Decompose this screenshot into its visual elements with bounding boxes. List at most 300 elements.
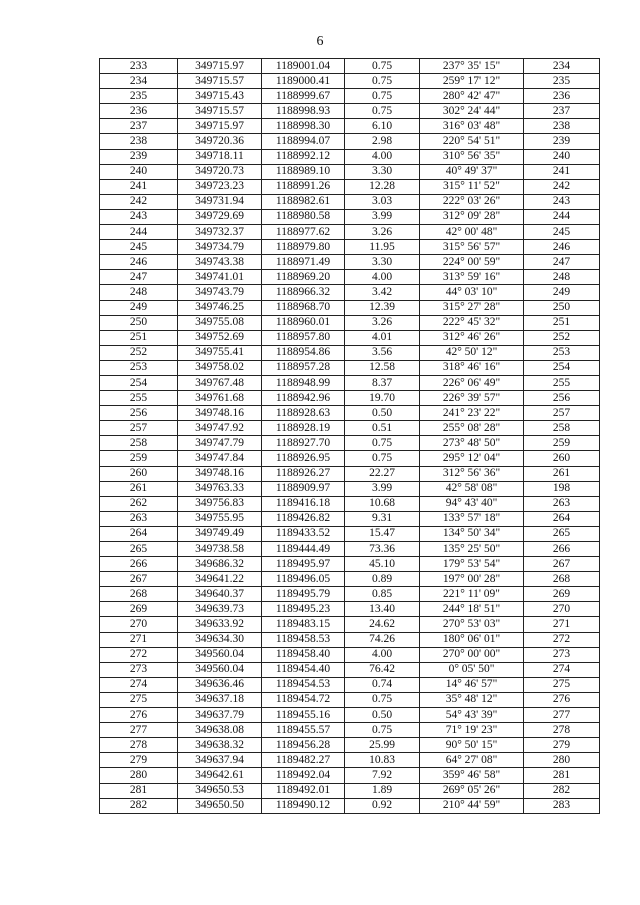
next-point-cell: 261 [524, 466, 600, 481]
y-coordinate-cell: 1189454.72 [262, 692, 345, 707]
point-number-cell: 275 [100, 692, 178, 707]
distance-cell: 3.99 [345, 481, 420, 496]
y-coordinate-cell: 1189492.01 [262, 783, 345, 798]
point-number-cell: 241 [100, 179, 178, 194]
y-coordinate-cell: 1188942.96 [262, 391, 345, 406]
next-point-cell: 270 [524, 602, 600, 617]
table-row [100, 768, 600, 783]
point-number-cell: 276 [100, 708, 178, 723]
table-row [100, 391, 600, 406]
distance-cell: 0.75 [345, 89, 420, 104]
table-row [100, 119, 600, 134]
distance-cell: 12.39 [345, 300, 420, 315]
point-number-cell: 252 [100, 345, 178, 360]
next-point-cell: 248 [524, 270, 600, 285]
table-row [100, 632, 600, 647]
next-point-cell: 247 [524, 255, 600, 270]
y-coordinate-cell: 1189444.49 [262, 542, 345, 557]
coordinates-table [99, 58, 600, 814]
y-coordinate-cell: 1188980.58 [262, 209, 345, 224]
distance-cell: 3.03 [345, 194, 420, 209]
y-coordinate-cell: 1188971.49 [262, 255, 345, 270]
table-row [100, 496, 600, 511]
x-coordinate-cell: 349640.37 [178, 587, 262, 602]
y-coordinate-cell: 1188957.80 [262, 330, 345, 345]
table-row [100, 708, 600, 723]
y-coordinate-cell: 1188926.95 [262, 451, 345, 466]
distance-cell: 0.74 [345, 677, 420, 692]
table-row [100, 315, 600, 330]
next-point-cell: 251 [524, 315, 600, 330]
bearing-cell: 0° 05' 50" [420, 662, 524, 677]
distance-cell: 73.36 [345, 542, 420, 557]
table-row [100, 542, 600, 557]
y-coordinate-cell: 1189456.28 [262, 738, 345, 753]
distance-cell: 8.37 [345, 375, 420, 390]
point-number-cell: 278 [100, 738, 178, 753]
distance-cell: 0.75 [345, 436, 420, 451]
distance-cell: 13.40 [345, 602, 420, 617]
distance-cell: 3.26 [345, 315, 420, 330]
y-coordinate-cell: 1188999.67 [262, 89, 345, 104]
table-row [100, 225, 600, 240]
x-coordinate-cell: 349755.95 [178, 511, 262, 526]
next-point-cell: 252 [524, 330, 600, 345]
x-coordinate-cell: 349650.50 [178, 798, 262, 813]
x-coordinate-cell: 349723.23 [178, 179, 262, 194]
x-coordinate-cell: 349715.97 [178, 59, 262, 74]
x-coordinate-cell: 349715.97 [178, 119, 262, 134]
bearing-cell: 133° 57' 18" [420, 511, 524, 526]
point-number-cell: 282 [100, 798, 178, 813]
bearing-cell: 359° 46' 58" [420, 768, 524, 783]
y-coordinate-cell: 1189426.82 [262, 511, 345, 526]
bearing-cell: 180° 06' 01" [420, 632, 524, 647]
bearing-cell: 255° 08' 28" [420, 421, 524, 436]
table-row [100, 617, 600, 632]
table-row [100, 345, 600, 360]
next-point-cell: 237 [524, 104, 600, 119]
y-coordinate-cell: 1188909.97 [262, 481, 345, 496]
bearing-cell: 280° 42' 47" [420, 89, 524, 104]
point-number-cell: 274 [100, 677, 178, 692]
point-number-cell: 249 [100, 300, 178, 315]
x-coordinate-cell: 349748.16 [178, 466, 262, 481]
distance-cell: 25.99 [345, 738, 420, 753]
distance-cell: 10.83 [345, 753, 420, 768]
x-coordinate-cell: 349650.53 [178, 783, 262, 798]
point-number-cell: 271 [100, 632, 178, 647]
point-number-cell: 260 [100, 466, 178, 481]
point-number-cell: 256 [100, 406, 178, 421]
point-number-cell: 270 [100, 617, 178, 632]
distance-cell: 4.01 [345, 330, 420, 345]
bearing-cell: 94° 43' 40" [420, 496, 524, 511]
y-coordinate-cell: 1188928.19 [262, 421, 345, 436]
y-coordinate-cell: 1189454.40 [262, 662, 345, 677]
distance-cell: 22.27 [345, 466, 420, 481]
x-coordinate-cell: 349634.30 [178, 632, 262, 647]
y-coordinate-cell: 1188979.80 [262, 240, 345, 255]
next-point-cell: 254 [524, 360, 600, 375]
y-coordinate-cell: 1189455.16 [262, 708, 345, 723]
distance-cell: 76.42 [345, 662, 420, 677]
y-coordinate-cell: 1188982.61 [262, 194, 345, 209]
next-point-cell: 274 [524, 662, 600, 677]
point-number-cell: 246 [100, 255, 178, 270]
next-point-cell: 242 [524, 179, 600, 194]
distance-cell: 15.47 [345, 526, 420, 541]
next-point-cell: 257 [524, 406, 600, 421]
distance-cell: 0.50 [345, 708, 420, 723]
table-row [100, 572, 600, 587]
distance-cell: 0.75 [345, 74, 420, 89]
x-coordinate-cell: 349633.92 [178, 617, 262, 632]
point-number-cell: 267 [100, 572, 178, 587]
y-coordinate-cell: 1189490.12 [262, 798, 345, 813]
point-number-cell: 262 [100, 496, 178, 511]
table-row [100, 406, 600, 421]
distance-cell: 0.50 [345, 406, 420, 421]
bearing-cell: 220° 54' 51" [420, 134, 524, 149]
x-coordinate-cell: 349749.49 [178, 526, 262, 541]
distance-cell: 0.75 [345, 451, 420, 466]
point-number-cell: 242 [100, 194, 178, 209]
distance-cell: 1.89 [345, 783, 420, 798]
y-coordinate-cell: 1188998.93 [262, 104, 345, 119]
y-coordinate-cell: 1189454.53 [262, 677, 345, 692]
table-row [100, 798, 600, 813]
point-number-cell: 264 [100, 526, 178, 541]
table-row [100, 421, 600, 436]
bearing-cell: 90° 50' 15" [420, 738, 524, 753]
table-row [100, 209, 600, 224]
bearing-cell: 237° 35' 15" [420, 59, 524, 74]
point-number-cell: 261 [100, 481, 178, 496]
point-number-cell: 236 [100, 104, 178, 119]
x-coordinate-cell: 349729.69 [178, 209, 262, 224]
next-point-cell: 277 [524, 708, 600, 723]
next-point-cell: 239 [524, 134, 600, 149]
x-coordinate-cell: 349639.73 [178, 602, 262, 617]
y-coordinate-cell: 1188989.10 [262, 164, 345, 179]
distance-cell: 0.75 [345, 104, 420, 119]
x-coordinate-cell: 349755.08 [178, 315, 262, 330]
distance-cell: 3.56 [345, 345, 420, 360]
x-coordinate-cell: 349747.92 [178, 421, 262, 436]
x-coordinate-cell: 349641.22 [178, 572, 262, 587]
bearing-cell: 14° 46' 57" [420, 677, 524, 692]
x-coordinate-cell: 349743.79 [178, 285, 262, 300]
point-number-cell: 243 [100, 209, 178, 224]
next-point-cell: 281 [524, 768, 600, 783]
y-coordinate-cell: 1189000.41 [262, 74, 345, 89]
next-point-cell: 267 [524, 557, 600, 572]
x-coordinate-cell: 349731.94 [178, 194, 262, 209]
table-row [100, 330, 600, 345]
bearing-cell: 312° 56' 36" [420, 466, 524, 481]
bearing-cell: 224° 00' 59" [420, 255, 524, 270]
bearing-cell: 222° 03' 26" [420, 194, 524, 209]
y-coordinate-cell: 1188969.20 [262, 270, 345, 285]
y-coordinate-cell: 1188960.01 [262, 315, 345, 330]
point-number-cell: 266 [100, 557, 178, 572]
x-coordinate-cell: 349715.43 [178, 89, 262, 104]
y-coordinate-cell: 1188966.32 [262, 285, 345, 300]
table-row [100, 783, 600, 798]
bearing-cell: 269° 05' 26" [420, 783, 524, 798]
bearing-cell: 71° 19' 23" [420, 723, 524, 738]
bearing-cell: 44° 03' 10" [420, 285, 524, 300]
point-number-cell: 273 [100, 662, 178, 677]
bearing-cell: 226° 39' 57" [420, 391, 524, 406]
y-coordinate-cell: 1189495.97 [262, 557, 345, 572]
table-row [100, 587, 600, 602]
y-coordinate-cell: 1188994.07 [262, 134, 345, 149]
point-number-cell: 240 [100, 164, 178, 179]
distance-cell: 24.62 [345, 617, 420, 632]
next-point-cell: 256 [524, 391, 600, 406]
distance-cell: 12.58 [345, 360, 420, 375]
table-row [100, 59, 600, 74]
distance-cell: 9.31 [345, 511, 420, 526]
y-coordinate-cell: 1189458.40 [262, 647, 345, 662]
point-number-cell: 254 [100, 375, 178, 390]
distance-cell: 10.68 [345, 496, 420, 511]
next-point-cell: 234 [524, 59, 600, 74]
next-point-cell: 249 [524, 285, 600, 300]
next-point-cell: 266 [524, 542, 600, 557]
distance-cell: 74.26 [345, 632, 420, 647]
x-coordinate-cell: 349748.16 [178, 406, 262, 421]
y-coordinate-cell: 1189495.79 [262, 587, 345, 602]
point-number-cell: 279 [100, 753, 178, 768]
y-coordinate-cell: 1188927.70 [262, 436, 345, 451]
point-number-cell: 272 [100, 647, 178, 662]
x-coordinate-cell: 349686.32 [178, 557, 262, 572]
x-coordinate-cell: 349560.04 [178, 647, 262, 662]
x-coordinate-cell: 349752.69 [178, 330, 262, 345]
point-number-cell: 263 [100, 511, 178, 526]
distance-cell: 0.89 [345, 572, 420, 587]
x-coordinate-cell: 349638.08 [178, 723, 262, 738]
point-number-cell: 237 [100, 119, 178, 134]
table-row [100, 255, 600, 270]
y-coordinate-cell: 1189492.04 [262, 768, 345, 783]
x-coordinate-cell: 349755.41 [178, 345, 262, 360]
next-point-cell: 236 [524, 89, 600, 104]
next-point-cell: 241 [524, 164, 600, 179]
x-coordinate-cell: 349720.36 [178, 134, 262, 149]
point-number-cell: 235 [100, 89, 178, 104]
bearing-cell: 318° 46' 16" [420, 360, 524, 375]
bearing-cell: 210° 44' 59" [420, 798, 524, 813]
table-row [100, 557, 600, 572]
table-row [100, 164, 600, 179]
table-row [100, 134, 600, 149]
next-point-cell: 268 [524, 572, 600, 587]
y-coordinate-cell: 1189483.15 [262, 617, 345, 632]
x-coordinate-cell: 349761.68 [178, 391, 262, 406]
bearing-cell: 295° 12' 04" [420, 451, 524, 466]
point-number-cell: 238 [100, 134, 178, 149]
bearing-cell: 273° 48' 50" [420, 436, 524, 451]
x-coordinate-cell: 349746.25 [178, 300, 262, 315]
table-row [100, 194, 600, 209]
point-number-cell: 281 [100, 783, 178, 798]
next-point-cell: 246 [524, 240, 600, 255]
x-coordinate-cell: 349747.84 [178, 451, 262, 466]
distance-cell: 3.30 [345, 164, 420, 179]
next-point-cell: 235 [524, 74, 600, 89]
distance-cell: 4.00 [345, 270, 420, 285]
bearing-cell: 197° 00' 28" [420, 572, 524, 587]
point-number-cell: 259 [100, 451, 178, 466]
bearing-cell: 42° 00' 48" [420, 225, 524, 240]
next-point-cell: 272 [524, 632, 600, 647]
distance-cell: 0.92 [345, 798, 420, 813]
next-point-cell: 263 [524, 496, 600, 511]
y-coordinate-cell: 1188992.12 [262, 149, 345, 164]
table-row [100, 179, 600, 194]
y-coordinate-cell: 1188991.26 [262, 179, 345, 194]
x-coordinate-cell: 349715.57 [178, 74, 262, 89]
bearing-cell: 312° 09' 28" [420, 209, 524, 224]
distance-cell: 0.75 [345, 723, 420, 738]
table-row [100, 270, 600, 285]
distance-cell: 4.00 [345, 647, 420, 662]
table-row [100, 723, 600, 738]
point-number-cell: 268 [100, 587, 178, 602]
x-coordinate-cell: 349637.94 [178, 753, 262, 768]
next-point-cell: 253 [524, 345, 600, 360]
point-number-cell: 269 [100, 602, 178, 617]
next-point-cell: 258 [524, 421, 600, 436]
x-coordinate-cell: 349638.32 [178, 738, 262, 753]
point-number-cell: 251 [100, 330, 178, 345]
table-row [100, 526, 600, 541]
bearing-cell: 315° 11' 52" [420, 179, 524, 194]
bearing-cell: 134° 50' 34" [420, 526, 524, 541]
x-coordinate-cell: 349734.79 [178, 240, 262, 255]
x-coordinate-cell: 349758.02 [178, 360, 262, 375]
y-coordinate-cell: 1189495.23 [262, 602, 345, 617]
distance-cell: 0.75 [345, 692, 420, 707]
table-row [100, 285, 600, 300]
bearing-cell: 241° 23' 22" [420, 406, 524, 421]
y-coordinate-cell: 1188957.28 [262, 360, 345, 375]
next-point-cell: 269 [524, 587, 600, 602]
point-number-cell: 245 [100, 240, 178, 255]
next-point-cell: 260 [524, 451, 600, 466]
bearing-cell: 42° 50' 12" [420, 345, 524, 360]
next-point-cell: 250 [524, 300, 600, 315]
table-row [100, 511, 600, 526]
bearing-cell: 315° 56' 57" [420, 240, 524, 255]
table-row [100, 647, 600, 662]
distance-cell: 12.28 [345, 179, 420, 194]
x-coordinate-cell: 349560.04 [178, 662, 262, 677]
table-row [100, 436, 600, 451]
point-number-cell: 255 [100, 391, 178, 406]
bearing-cell: 316° 03' 48" [420, 119, 524, 134]
bearing-cell: 270° 00' 00" [420, 647, 524, 662]
distance-cell: 0.51 [345, 421, 420, 436]
y-coordinate-cell: 1189001.04 [262, 59, 345, 74]
distance-cell: 7.92 [345, 768, 420, 783]
next-point-cell: 245 [524, 225, 600, 240]
next-point-cell: 244 [524, 209, 600, 224]
bearing-cell: 313° 59' 16" [420, 270, 524, 285]
table-row [100, 466, 600, 481]
table-row [100, 149, 600, 164]
next-point-cell: 273 [524, 647, 600, 662]
bearing-cell: 35° 48' 12" [420, 692, 524, 707]
next-point-cell: 280 [524, 753, 600, 768]
next-point-cell: 198 [524, 481, 600, 496]
page-number: 6 [316, 34, 324, 49]
distance-cell: 2.98 [345, 134, 420, 149]
bearing-cell: 312° 46' 26" [420, 330, 524, 345]
next-point-cell: 283 [524, 798, 600, 813]
table-row [100, 451, 600, 466]
distance-cell: 3.42 [345, 285, 420, 300]
x-coordinate-cell: 349741.01 [178, 270, 262, 285]
bearing-cell: 179° 53' 54" [420, 557, 524, 572]
next-point-cell: 278 [524, 723, 600, 738]
next-point-cell: 265 [524, 526, 600, 541]
distance-cell: 3.99 [345, 209, 420, 224]
distance-cell: 0.85 [345, 587, 420, 602]
y-coordinate-cell: 1189416.18 [262, 496, 345, 511]
y-coordinate-cell: 1189455.57 [262, 723, 345, 738]
next-point-cell: 275 [524, 677, 600, 692]
x-coordinate-cell: 349715.57 [178, 104, 262, 119]
table-row [100, 300, 600, 315]
distance-cell: 3.30 [345, 255, 420, 270]
x-coordinate-cell: 349763.33 [178, 481, 262, 496]
next-point-cell: 255 [524, 375, 600, 390]
next-point-cell: 240 [524, 149, 600, 164]
y-coordinate-cell: 1189433.52 [262, 526, 345, 541]
x-coordinate-cell: 349738.58 [178, 542, 262, 557]
x-coordinate-cell: 349756.83 [178, 496, 262, 511]
table-row [100, 104, 600, 119]
distance-cell: 45.10 [345, 557, 420, 572]
table-row [100, 481, 600, 496]
point-number-cell: 233 [100, 59, 178, 74]
y-coordinate-cell: 1189458.53 [262, 632, 345, 647]
y-coordinate-cell: 1188948.99 [262, 375, 345, 390]
table-row [100, 240, 600, 255]
x-coordinate-cell: 349637.79 [178, 708, 262, 723]
table-row [100, 662, 600, 677]
y-coordinate-cell: 1188928.63 [262, 406, 345, 421]
next-point-cell: 276 [524, 692, 600, 707]
y-coordinate-cell: 1188977.62 [262, 225, 345, 240]
table-body [100, 59, 600, 814]
point-number-cell: 244 [100, 225, 178, 240]
next-point-cell: 264 [524, 511, 600, 526]
bearing-cell: 64° 27' 08" [420, 753, 524, 768]
bearing-cell: 135° 25' 50" [420, 542, 524, 557]
bearing-cell: 40° 49' 37" [420, 164, 524, 179]
bearing-cell: 315° 27' 28" [420, 300, 524, 315]
distance-cell: 4.00 [345, 149, 420, 164]
table-row [100, 74, 600, 89]
bearing-cell: 244° 18' 51" [420, 602, 524, 617]
bearing-cell: 42° 58' 08" [420, 481, 524, 496]
